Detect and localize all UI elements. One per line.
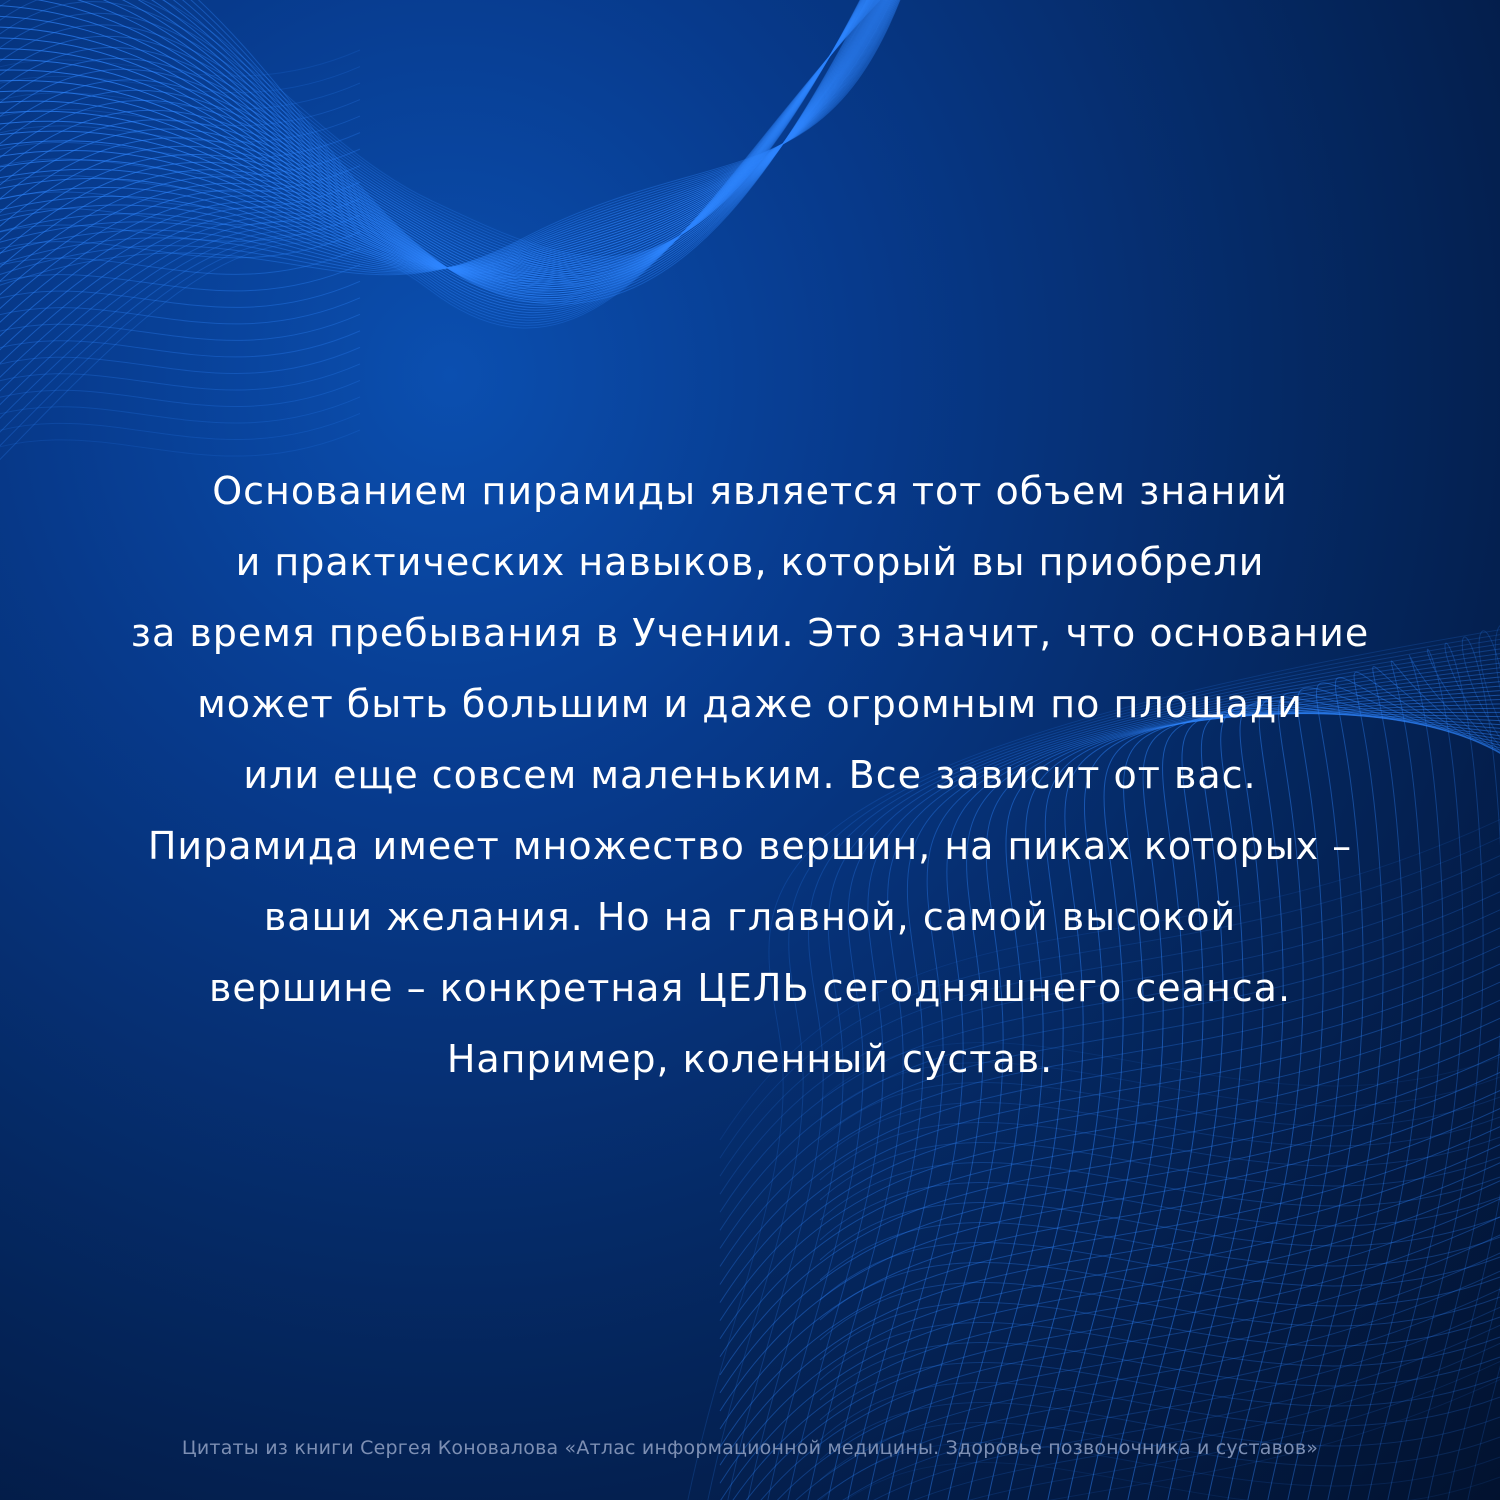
wave-strand bbox=[0, 50, 360, 80]
wave-strand bbox=[0, 380, 360, 410]
wave-strand bbox=[0, 0, 880, 458]
wave-strand bbox=[0, 0, 880, 266]
wave-strand bbox=[820, 1220, 1500, 1280]
wave-strand bbox=[0, 0, 880, 263]
wave-strand bbox=[820, 1300, 1500, 1360]
wave-strand bbox=[720, 1324, 1500, 1500]
wave-strand bbox=[0, 83, 360, 113]
quote-line: и практических навыков, который вы приобрели bbox=[235, 540, 1265, 584]
wave-strand bbox=[820, 1100, 1500, 1160]
quote-line: Например, коленный сустав. bbox=[446, 1037, 1054, 1081]
quote-line: за время пребывания в Учении. Это значит, что основание bbox=[130, 611, 1370, 655]
wave-strand bbox=[0, 0, 880, 268]
wave-strand bbox=[0, 347, 360, 377]
wave-strand bbox=[0, 0, 880, 402]
wave-strand bbox=[720, 1270, 1500, 1500]
quote-line: Основанием пирамиды является тот объем знаний bbox=[212, 469, 1288, 513]
quote-line: может быть большим и даже огромным по площади bbox=[197, 682, 1303, 726]
wave-strand bbox=[720, 1252, 1500, 1500]
wave-strand bbox=[0, 281, 360, 311]
wave-strand bbox=[820, 1260, 1500, 1320]
wave-strand bbox=[820, 1140, 1500, 1200]
wave-strand bbox=[0, 0, 880, 274]
wave-strand bbox=[0, 413, 360, 443]
wave-strand bbox=[0, 0, 880, 416]
book-source-caption: Цитаты из книги Сергея Коновалова «Атлас информационной медицины. Здоровье позвоночника и суставов» bbox=[181, 1437, 1319, 1459]
wave-mesh-top-left bbox=[0, 0, 900, 500]
wave-strand bbox=[720, 1306, 1500, 1500]
quote-line: или еще совсем маленьким. Все зависит от вас. bbox=[243, 753, 1257, 797]
wave-strand bbox=[0, 0, 880, 289]
quote-line: Пирамида имеет множество вершин, на пиках которых – bbox=[147, 824, 1353, 868]
wave-strand bbox=[0, 331, 360, 361]
wave-strand bbox=[0, 397, 360, 427]
wave-strand bbox=[0, 0, 880, 282]
quote-line: вершине – конкретная ЦЕЛЬ сегодняшнего сеанса. bbox=[208, 966, 1292, 1010]
quote-text bbox=[60, 456, 1440, 1095]
quote-line: ваши желания. Но на главной, самой высокой bbox=[263, 895, 1237, 939]
wave-strand bbox=[1440, 625, 1500, 1500]
